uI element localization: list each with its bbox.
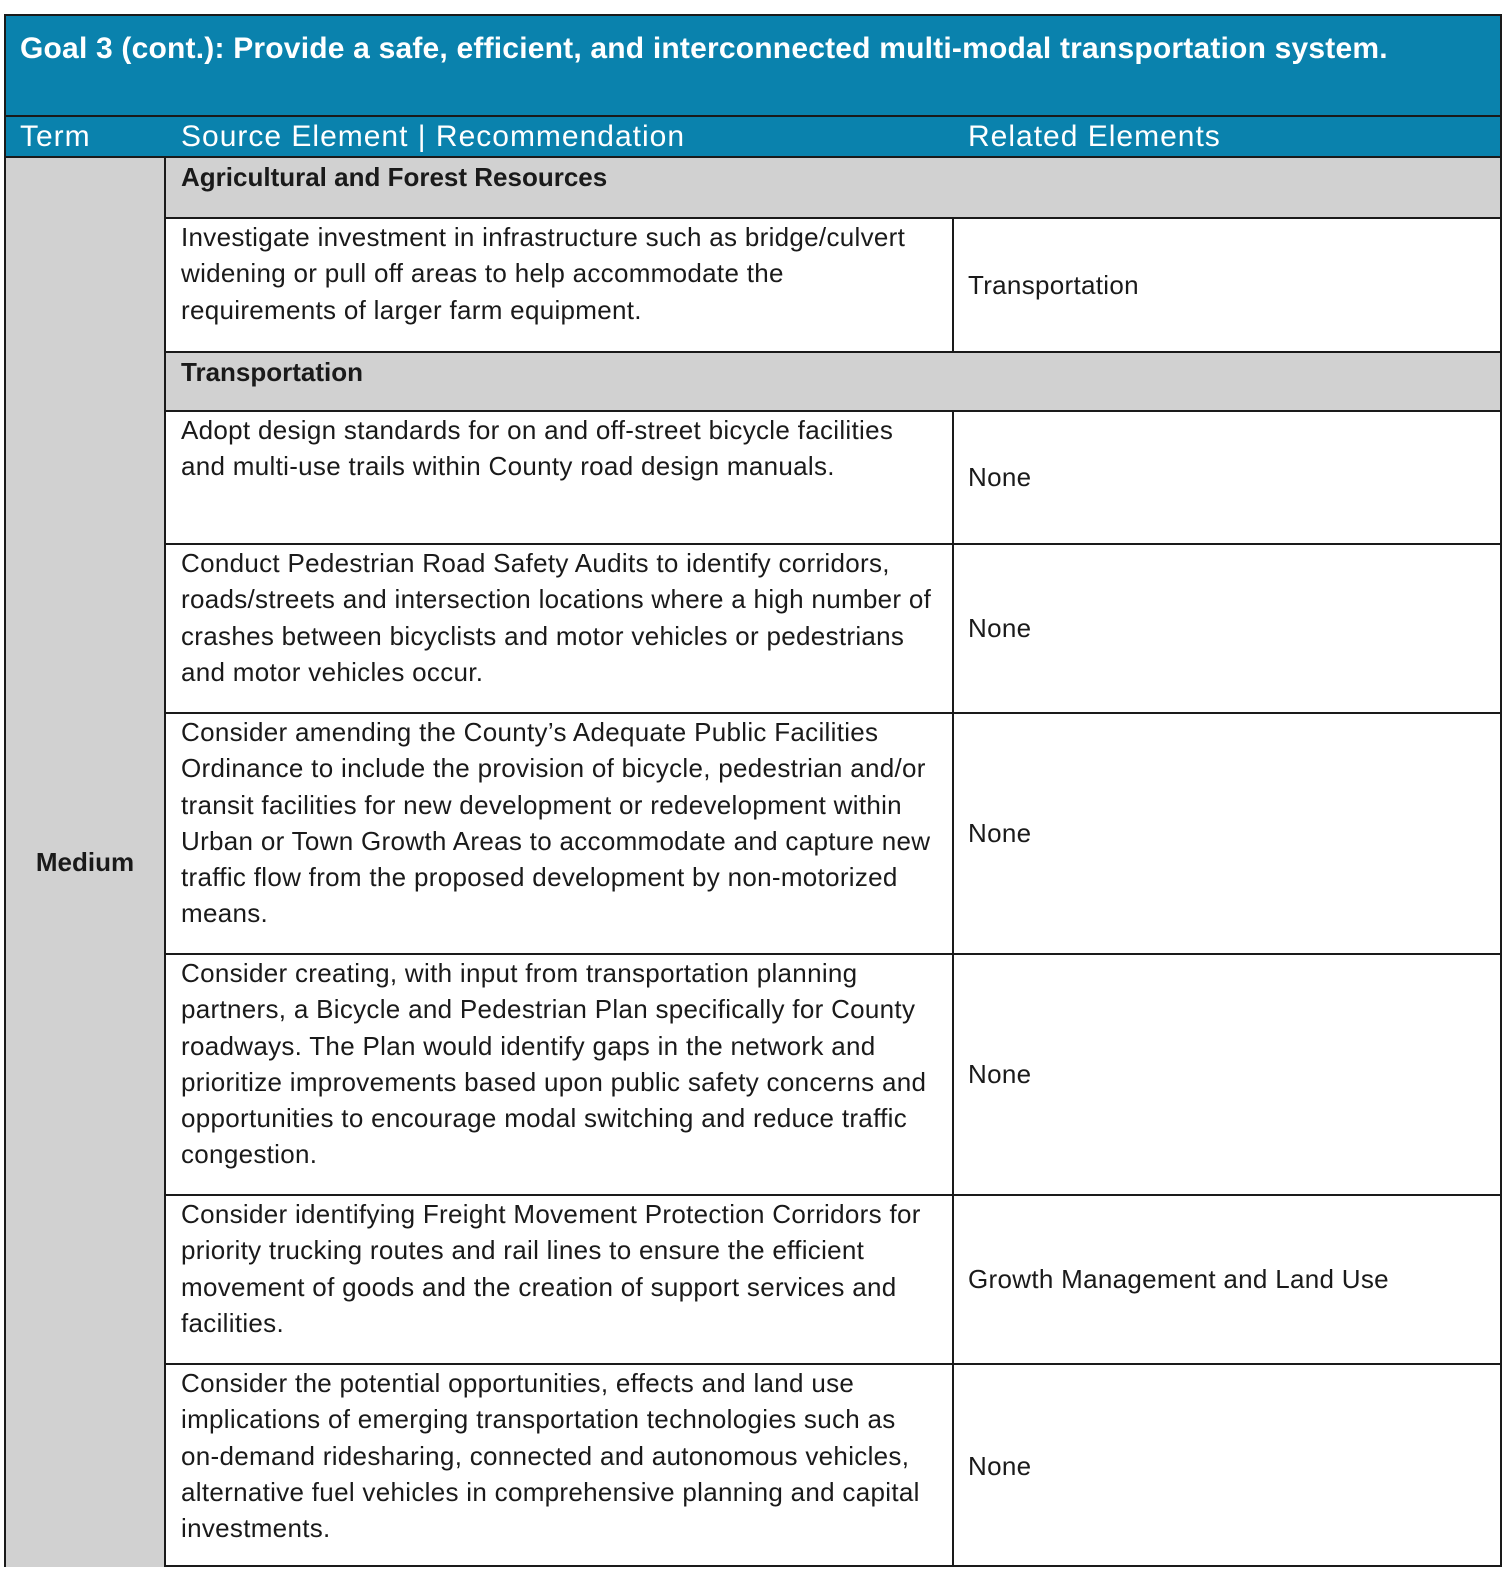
recommendation-text: Consider amending the County’s Adequate Public Facilities Ordinance to include the provision of bicycle, pedestrian and/or transit facilities for new development or redevelopment within Urban or Town Growth Areas to accommodate and capture new traffic flow from the proposed development by non-motorized means. <box>181 717 931 929</box>
related-elements-cell: None <box>968 462 1032 492</box>
recommendation-text: Consider the potential opportunities, effects and land use implications of emerging transportation technologies such as on-demand ridesharing, connected and autonomous vehicles, alternative fuel vehicles in comprehensive planning and capital investments. <box>181 1368 920 1544</box>
section-row-agricultural <box>166 158 1500 219</box>
column-divider <box>952 412 954 543</box>
goal-title: Goal 3 (cont.): Provide a safe, efficient, and interconnected multi-modal transportation system. <box>6 16 1500 117</box>
related-elements-cell: Growth Management and Land Use <box>968 1264 1389 1294</box>
recommendation-text: Consider identifying Freight Movement Protection Corridors for priority trucking routes and rail lines to ensure the efficient movement of goods and the creation of support services and facilities. <box>181 1199 921 1338</box>
recommendation-text: Investigate investment in infrastructure such as bridge/culvert widening or pull off areas to help accommodate the requirements of larger farm equipment. <box>181 222 906 325</box>
recommendation-text: Conduct Pedestrian Road Safety Audits to identify corridors, roads/streets and intersection locations where a high number of crashes between bicyclists and motor vehicles or pedestrians and motor vehicles occur. <box>181 548 932 687</box>
related-elements-cell: Transportation <box>968 269 1139 300</box>
column-divider <box>952 1365 954 1567</box>
related-elements-cell: None <box>968 1059 1032 1089</box>
section-title: Agricultural and Forest Resources <box>181 162 608 192</box>
related-elements-cell: None <box>968 818 1032 848</box>
column-divider <box>952 545 954 712</box>
table-row <box>166 219 1500 353</box>
header-term: Term <box>20 120 91 153</box>
table-row <box>166 955 1500 1196</box>
table-row <box>166 1196 1500 1365</box>
recommendation-text: Adopt design standards for on and off-street bicycle facilities and multi-use trails within County road design manuals. <box>181 415 894 482</box>
term-value: Medium <box>35 847 135 877</box>
goal-table <box>4 14 1502 1567</box>
column-divider <box>952 1196 954 1363</box>
header-source-recommendation: Source Element | Recommendation <box>181 120 686 153</box>
term-cell <box>6 158 166 1567</box>
table-row <box>166 545 1500 714</box>
table-row <box>166 1365 1500 1567</box>
table-row <box>166 412 1500 545</box>
column-divider <box>952 955 954 1194</box>
column-divider <box>952 714 954 953</box>
recommendation-text: Consider creating, with input from transportation planning partners, a Bicycle and Pedestrian Plan specifically for County roadways. The Plan would identify gaps in the network and prioritize improvements based upon public safety concerns and opportunities to encourage modal switching and reduce traffic congestion. <box>181 958 927 1170</box>
section-title: Transportation <box>181 357 364 387</box>
related-elements-cell: None <box>968 1450 1032 1481</box>
section-row-transportation <box>166 353 1500 412</box>
column-divider <box>952 219 954 351</box>
table-row <box>166 714 1500 955</box>
header-related-elements: Related Elements <box>968 120 1221 153</box>
table-header <box>6 117 1500 158</box>
related-elements-cell: None <box>968 613 1032 643</box>
